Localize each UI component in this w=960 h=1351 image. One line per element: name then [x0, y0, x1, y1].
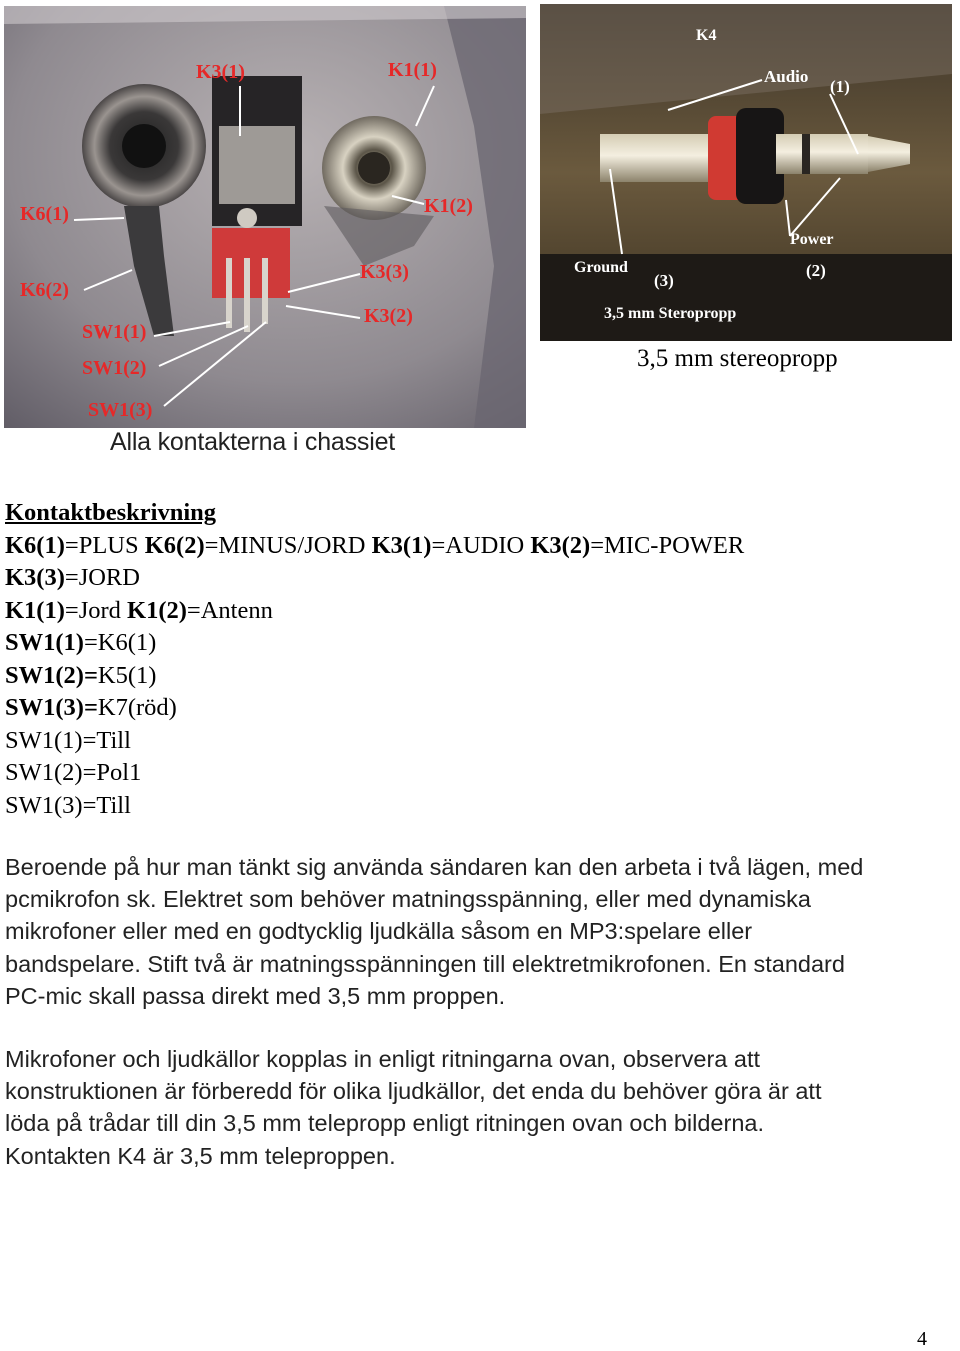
label-sw1-1: SW1(1)	[82, 321, 147, 343]
contact-value: =JORD	[64, 564, 140, 591]
contact-description	[5, 497, 935, 822]
contact-value: =AUDIO	[431, 531, 531, 559]
contact-line-5	[5, 660, 935, 693]
contact-key: SW1(1)	[5, 629, 84, 656]
contact-line-8: SW1(2)=Pol1	[5, 759, 142, 786]
paragraph-line: Mikrofoner och ljudkällor kopplas in enligt ritningarna ovan, observera att	[5, 1046, 761, 1072]
contact-key: K6(1)	[5, 531, 65, 559]
contact-line-7: SW1(1)=Till	[5, 726, 131, 754]
paragraph-line: Kontakten K4 är 3,5 mm teleproppen.	[5, 1142, 396, 1169]
label-k6-1: K6(1)	[20, 203, 69, 225]
contact-value: K7(röd)	[97, 694, 177, 721]
contact-value: =PLUS	[64, 531, 145, 559]
label-k3-3: K3(3)	[360, 261, 409, 283]
label-k4: K4	[696, 27, 717, 44]
label-audio: Audio	[764, 67, 809, 86]
plug-caption: 3,5 mm stereopropp	[637, 345, 838, 372]
paragraph-usage	[5, 851, 940, 1012]
contact-line-2	[5, 562, 935, 595]
contact-line-3	[5, 595, 935, 628]
label-power: Power	[790, 231, 834, 248]
page-number: 4	[917, 1328, 927, 1350]
paragraph-connection	[5, 1043, 940, 1172]
label-k6-2: K6(2)	[20, 279, 69, 301]
plug-photo-drawing	[540, 4, 952, 341]
paragraph-line: bandspelare. Stift två är matningsspänningen till elektretmikrofonen. En standard	[5, 950, 845, 977]
paragraph-line: mikrofoner eller med en godtycklig ljudkälla såsom en MP3:spelare eller	[5, 918, 753, 945]
contact-value: =K6(1)	[83, 629, 157, 656]
chassis-caption: Alla kontakterna i chassiet	[110, 428, 396, 456]
contact-heading: Kontaktbeskrivning	[5, 499, 217, 526]
contact-key: SW1(3)=	[5, 694, 98, 721]
label-power-num: (2)	[806, 261, 826, 280]
label-plug-text: 3,5 mm Steropropp	[604, 305, 737, 322]
label-ground-num: (3)	[654, 271, 674, 290]
contact-line-6	[5, 692, 935, 725]
contact-key: K3(1)	[371, 531, 432, 559]
paragraph-line: Beroende på hur man tänkt sig använda sändaren kan den arbeta i två lägen, med	[5, 854, 864, 880]
contact-key: K3(3)	[5, 564, 65, 591]
contact-line-1	[5, 530, 935, 563]
label-k1-2: K1(2)	[424, 195, 473, 217]
label-k3-2: K3(2)	[364, 305, 413, 327]
paragraph-line: konstruktionen är förberedd för olika ljudkällor, det enda du behöver göra är att	[5, 1078, 822, 1105]
paragraph-line: löda på trådar till din 3,5 mm telepropp enligt ritningen ovan och bilderna.	[5, 1110, 764, 1137]
chassis-photo-drawing	[4, 6, 526, 428]
contact-value: =MIC-POWER	[590, 531, 745, 559]
label-ground: Ground	[574, 259, 628, 276]
label-sw1-3: SW1(3)	[88, 399, 153, 421]
paragraph-line: pcmikrofon sk. Elektret som behöver matningsspänning, eller med dynamiska	[5, 886, 811, 913]
chassis-photo	[4, 6, 526, 428]
contact-key: K3(2)	[530, 531, 591, 559]
contact-line-4	[5, 627, 935, 660]
contact-key: SW1(2)=	[5, 661, 98, 689]
contact-value: K5(1)	[97, 661, 157, 689]
contact-value: =Jord	[64, 596, 128, 624]
contact-key: K6(2)	[144, 531, 205, 559]
contact-value: =MINUS/JORD	[204, 531, 372, 559]
label-sw1-2: SW1(2)	[82, 357, 147, 379]
label-k1-1: K1(1)	[388, 59, 437, 81]
paragraph-line: PC-mic skall passa direkt med 3,5 mm proppen.	[5, 982, 506, 1009]
contact-key: K1(2)	[127, 596, 187, 624]
label-audio-num: (1)	[830, 77, 850, 96]
plug-photo	[540, 4, 952, 341]
contact-value: =Antenn	[186, 596, 273, 624]
contact-key: K1(1)	[5, 596, 65, 624]
contact-line-9: SW1(3)=Till	[5, 791, 131, 819]
label-k3-1: K3(1)	[196, 61, 245, 83]
